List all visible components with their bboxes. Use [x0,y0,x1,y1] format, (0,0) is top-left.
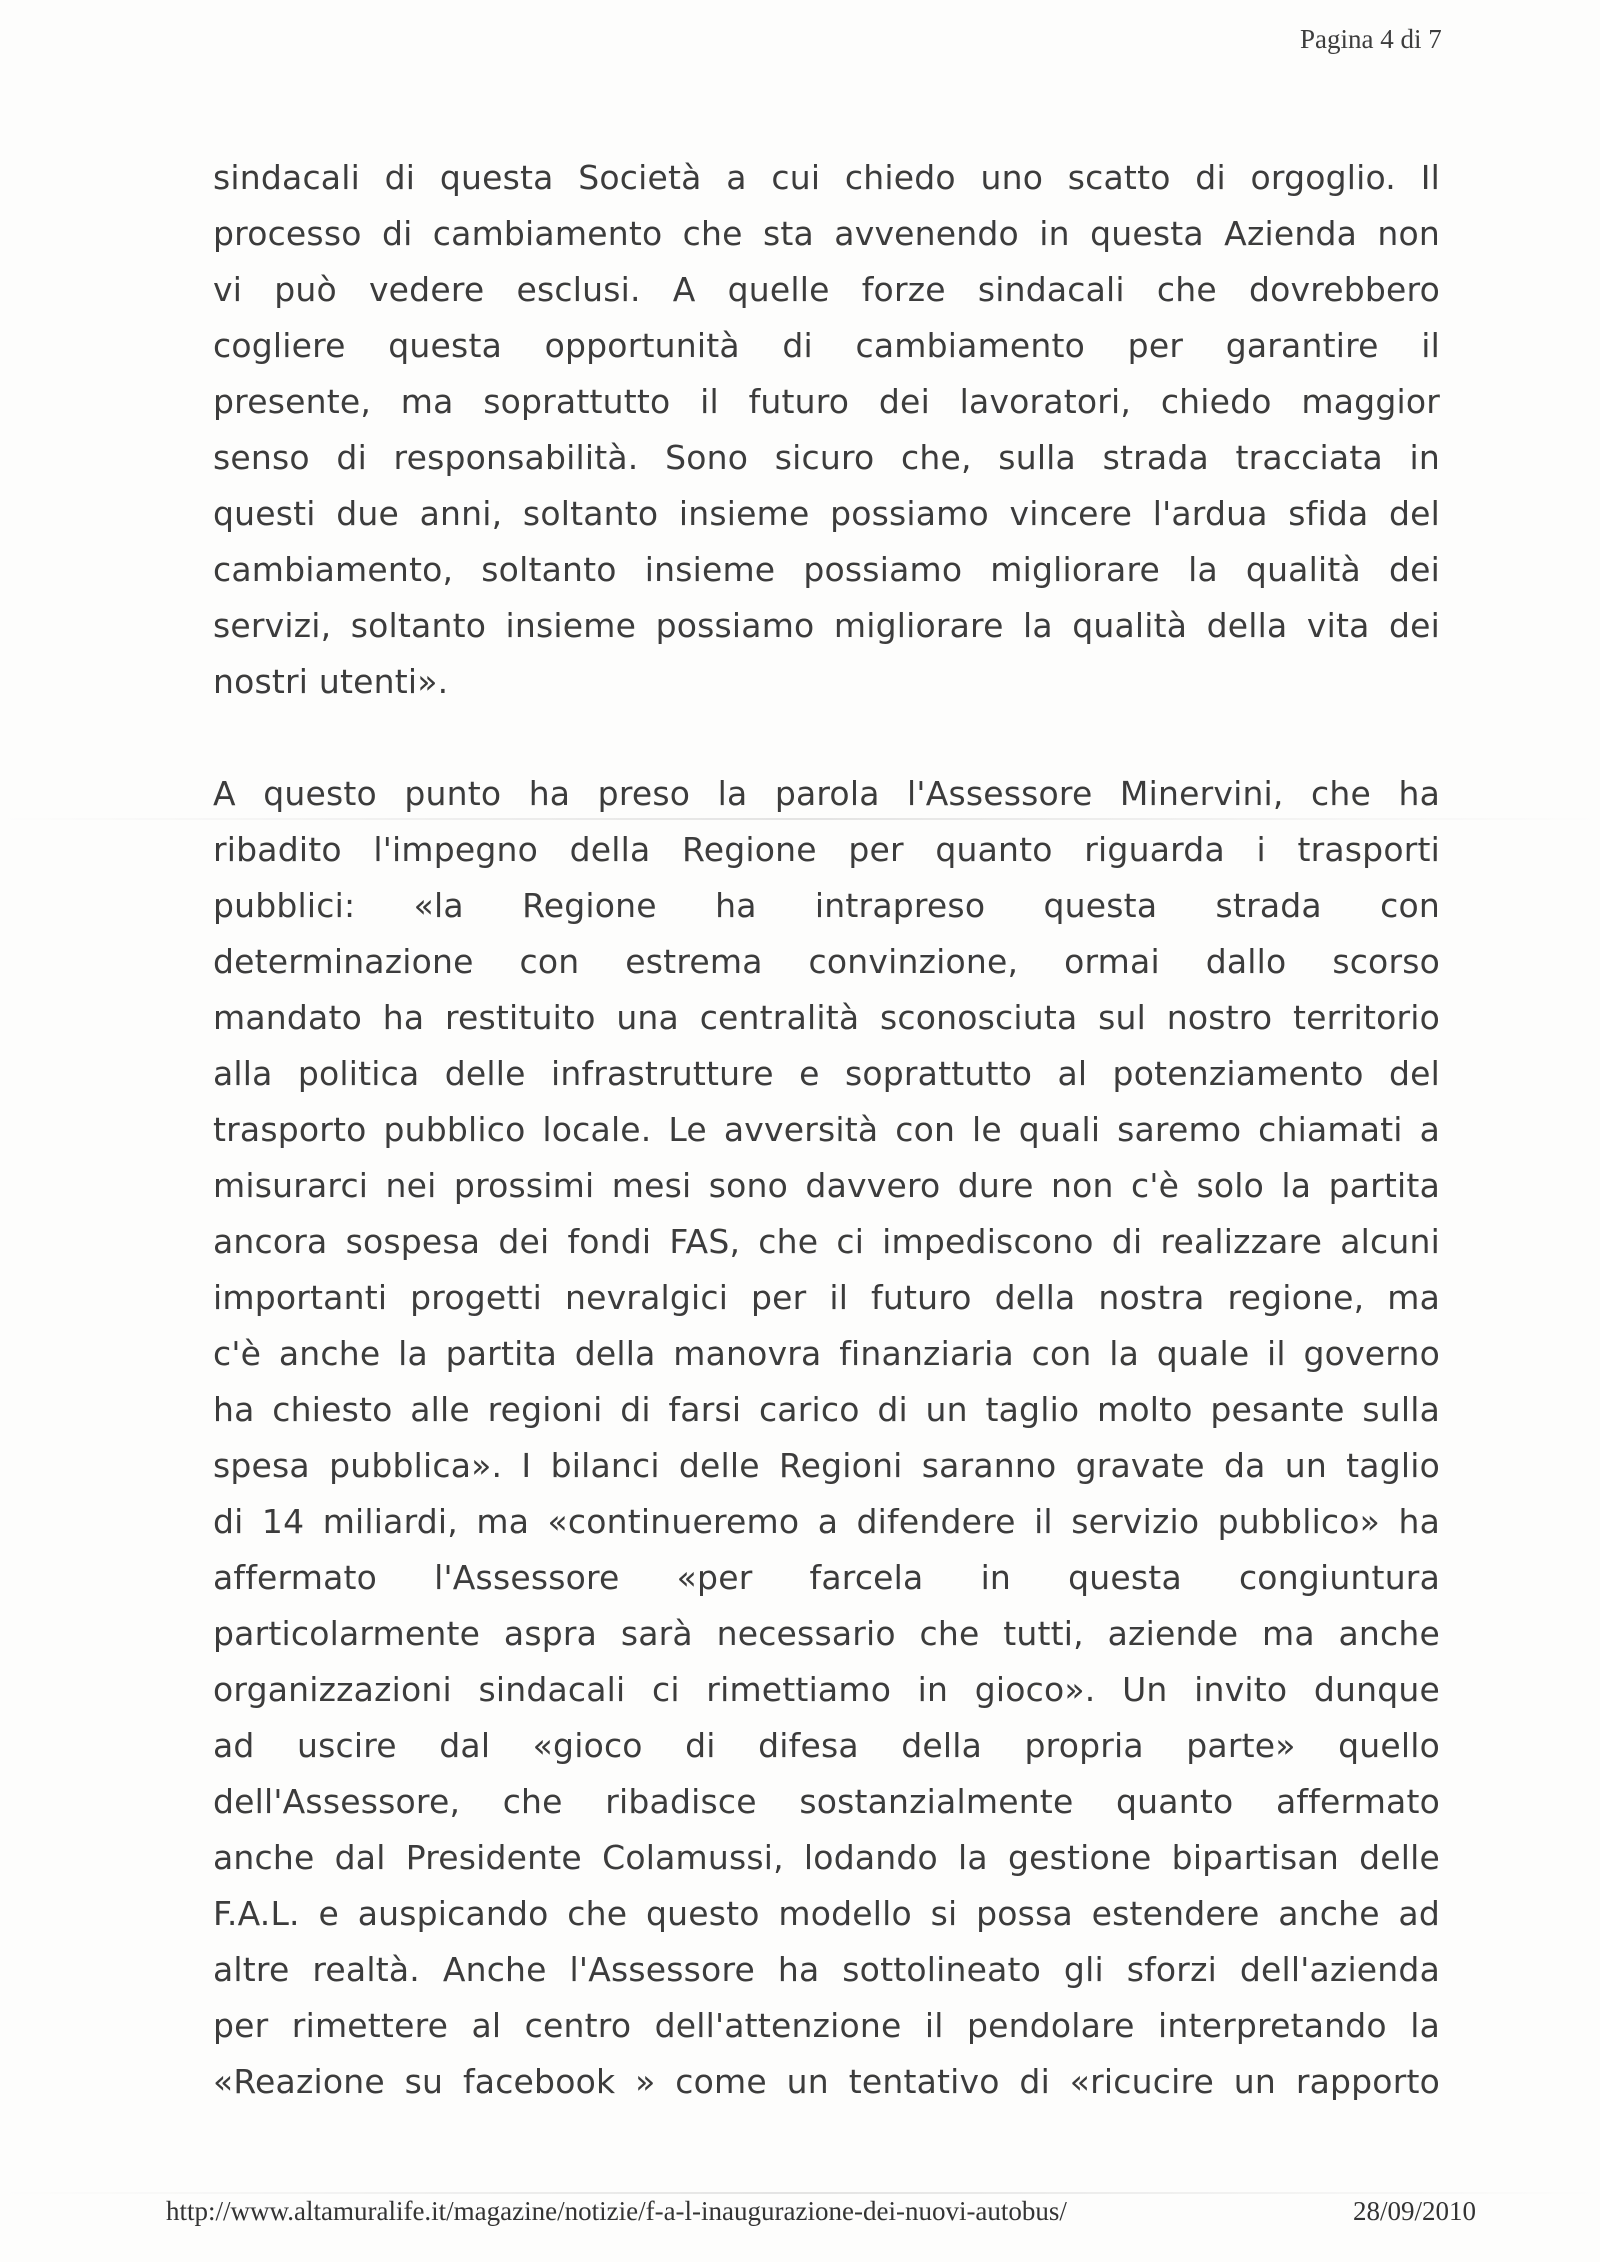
text-line: affermato l'Assessore «per farcela in questa congiuntura [213,1558,1440,1597]
text-line: ad uscire dal «gioco di difesa della propria parte» quello [213,1726,1440,1765]
text-line: sindacali di questa Società a cui chiedo uno scatto di orgoglio. Il [213,158,1440,197]
scan-artifact [0,2192,1600,2194]
text-line: cogliere questa opportunità di cambiamento per garantire il [213,326,1440,365]
text-line: determinazione con estrema convinzione, ormai dallo scorso [213,942,1440,981]
text-line: anche dal Presidente Colamussi, lodando la gestione bipartisan delle [213,1838,1440,1877]
text-line: pubblici: «la Regione ha intrapreso questa strada con [213,886,1440,925]
page-footer [166,2196,1476,2227]
text-line: ribadito l'impegno della Regione per quanto riguarda i trasporti [213,830,1440,869]
page-header [1300,24,1480,55]
text-line: processo di cambiamento che sta avvenendo in questa Azienda non [213,214,1440,253]
text-line: mandato ha restituito una centralità sconosciuta sul nostro territorio [213,998,1440,1037]
text-line: nostri utenti». [213,662,449,701]
text-line: F.A.L. e auspicando che questo modello si possa estendere anche ad [213,1894,1440,1933]
text-line: A questo punto ha preso la parola l'Assessore Minervini, che ha [213,774,1440,813]
text-line: «Reazione su facebook » come un tentativo di «ricucire un rapporto [213,2062,1440,2101]
source-url: http://www.altamuralife.it/magazine/notizie/f-a-l-inaugurazione-dei-nuovi-autobus/ [166,2196,1067,2226]
text-line: di 14 miliardi, ma «continueremo a difendere il servizio pubblico» ha [213,1502,1440,1541]
text-line: trasporto pubblico locale. Le avversità con le quali saremo chiamati a [213,1110,1440,1149]
text-line: questi due anni, soltanto insieme possiamo vincere l'ardua sfida del [213,494,1440,533]
text-line: organizzazioni sindacali ci rimettiamo in gioco». Un invito dunque [213,1670,1440,1709]
text-line: ancora sospesa dei fondi FAS, che ci impediscono di realizzare alcuni [213,1222,1440,1261]
text-line: senso di responsabilità. Sono sicuro che, sulla strada tracciata in [213,438,1440,477]
text-line: vi può vedere esclusi. A quelle forze sindacali che dovrebbero [213,270,1440,309]
text-line: particolarmente aspra sarà necessario che tutti, aziende ma anche [213,1614,1440,1653]
text-line: alla politica delle infrastrutture e soprattutto al potenziamento del [213,1054,1440,1093]
text-line: per rimettere al centro dell'attenzione il pendolare interpretando la [213,2006,1440,2045]
paragraph-quote-end [213,150,1440,710]
text-line: presente, ma soprattutto il futuro dei lavoratori, chiedo maggior [213,382,1440,421]
paragraph-assessore-minervini [213,766,1440,2110]
text-line: c'è anche la partita della manovra finanziaria con la quale il governo [213,1334,1440,1373]
text-line: servizi, soltanto insieme possiamo migliorare la qualità della vita dei [213,606,1440,645]
text-line: spesa pubblica». I bilanci delle Regioni saranno gravate da un taglio [213,1446,1440,1485]
text-line: altre realtà. Anche l'Assessore ha sottolineato gli sforzi dell'azienda [213,1950,1440,1989]
text-line: ha chiesto alle regioni di farsi carico di un taglio molto pesante sulla [213,1390,1440,1429]
text-line: importanti progetti nevralgici per il futuro della nostra regione, ma [213,1278,1440,1317]
text-line: cambiamento, soltanto insieme possiamo migliorare la qualità dei [213,550,1440,589]
article-body [213,150,1440,2110]
print-date: 28/09/2010 [1352,2196,1476,2226]
text-line: dell'Assessore, che ribadisce sostanzialmente quanto affermato [213,1782,1440,1821]
page-indicator: Pagina 4 di 7 [1300,24,1442,54]
text-line: misurarci nei prossimi mesi sono davvero dure non c'è solo la partita [213,1166,1440,1205]
